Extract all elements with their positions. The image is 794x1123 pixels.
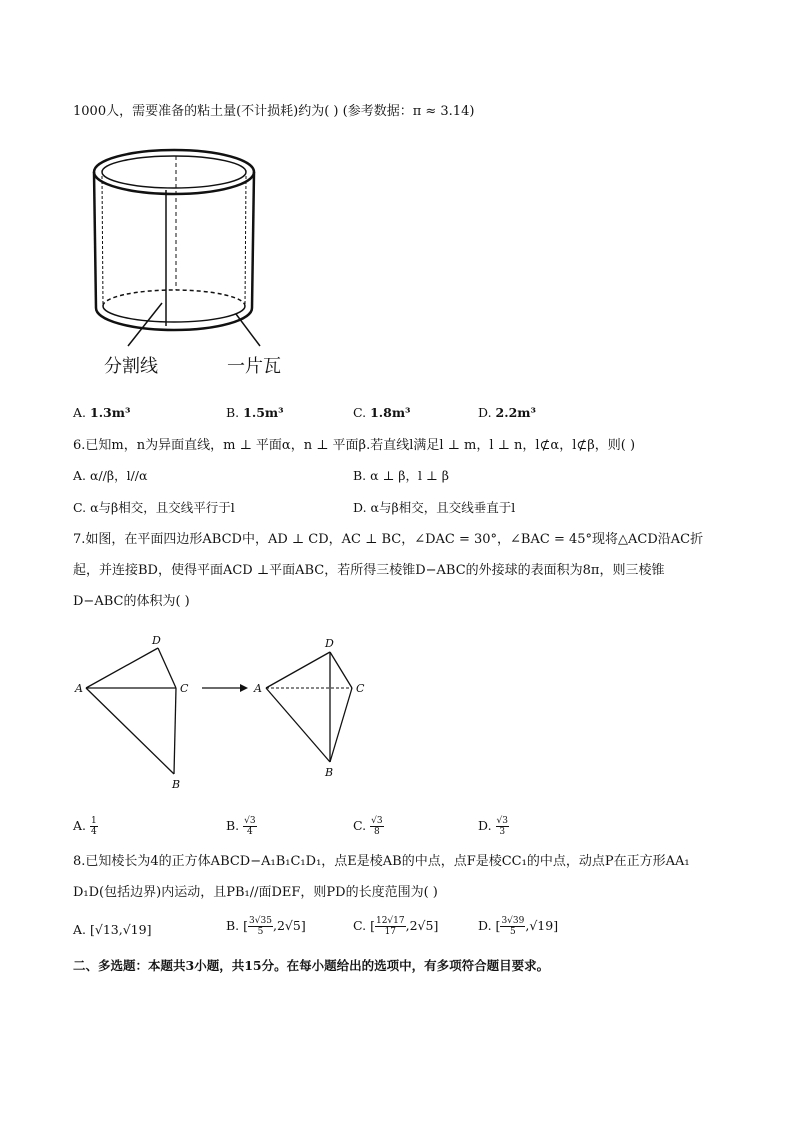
q8-stem-line2: D₁D(包括边界)内运动，且PB₁//面DEF，则PD的长度范围为( )	[73, 885, 438, 900]
q7-stem-line2: 起，并连接BD，使得平面ACD ⊥平面ABC，若所得三棱锥D−ABC的外接球的表面积为8π，则三棱锥	[73, 563, 665, 578]
q7-option-b: B. $\frac{√3}{4}$	[226, 816, 256, 837]
label-A-right: A	[254, 682, 262, 695]
q8-option-a: A. [√13,√19]	[73, 922, 152, 937]
q5-option-d: D. 2.2m³	[478, 405, 536, 420]
q7-option-a: A. $\frac{1}{4}$	[73, 816, 97, 837]
q8-option-d: D. [ $\frac{3√39}{5}$ ,√19]	[478, 916, 559, 937]
figure-label-dividing-line: 分割线	[104, 356, 158, 377]
q5-option-a: A. 1.3m³	[73, 405, 131, 420]
q6-stem: 6.已知m，n为异面直线，m ⊥ 平面α，n ⊥ 平面β.若直线l满足l ⊥ m，l ⊥ n，l⊄α，l⊄β，则( )	[73, 438, 636, 453]
section-heading-multiple-choice: 二、多选题：本题共3小题，共15分。在每小题给出的选项中，有多项符合题目要求。	[73, 958, 550, 973]
q8-option-b: B. [ $\frac{3√35}{5}$ ,2√5]	[226, 916, 306, 937]
q6-option-c: C. α与β相交，且交线平行于l	[73, 500, 235, 515]
q6-option-b: B. α ⊥ β，l ⊥ β	[353, 468, 449, 483]
question-continuation: 1000人，需要准备的粘土量(不计损耗)约为( ) (参考数据：π ≈ 3.14)	[73, 104, 475, 119]
label-B-right: B	[325, 766, 334, 779]
q7-stem-line3: D−ABC的体积为( )	[73, 594, 190, 609]
figure-label-tile: 一片瓦	[227, 356, 281, 377]
q8-option-c: C. [ $\frac{12√17}{17}$ ,2√5]	[353, 916, 439, 937]
cylinder-tile-figure	[88, 138, 268, 348]
q5-option-b: B. 1.5m³	[226, 405, 284, 420]
folding-quadrilateral-figure	[70, 630, 380, 795]
label-C-right: C	[356, 682, 365, 695]
label-D-right: D	[325, 637, 334, 650]
label-B-left: B	[172, 778, 181, 791]
q5-option-c: C. 1.8m³	[353, 405, 411, 420]
label-D-left: D	[152, 634, 161, 647]
q7-option-c: C. $\frac{√3}{8}$	[353, 816, 383, 837]
q6-option-d: D. α与β相交，且交线垂直于l	[353, 500, 516, 515]
q7-stem-line1: 7.如图，在平面四边形ABCD中，AD ⊥ CD，AC ⊥ BC，∠DAC = 30°，∠BAC = 45°现将△ACD沿AC折	[73, 532, 704, 547]
q8-stem-line1: 8.已知棱长为4的正方体ABCD−A₁B₁C₁D₁，点E是棱AB的中点，点F是棱CC₁的中点，动点P在正方形AA₁	[73, 854, 690, 869]
q7-option-d: D. $\frac{√3}{3}$	[478, 816, 509, 837]
label-A-left: A	[75, 682, 83, 695]
label-C-left: C	[180, 682, 189, 695]
q6-option-a: A. α//β，l//α	[73, 468, 148, 483]
